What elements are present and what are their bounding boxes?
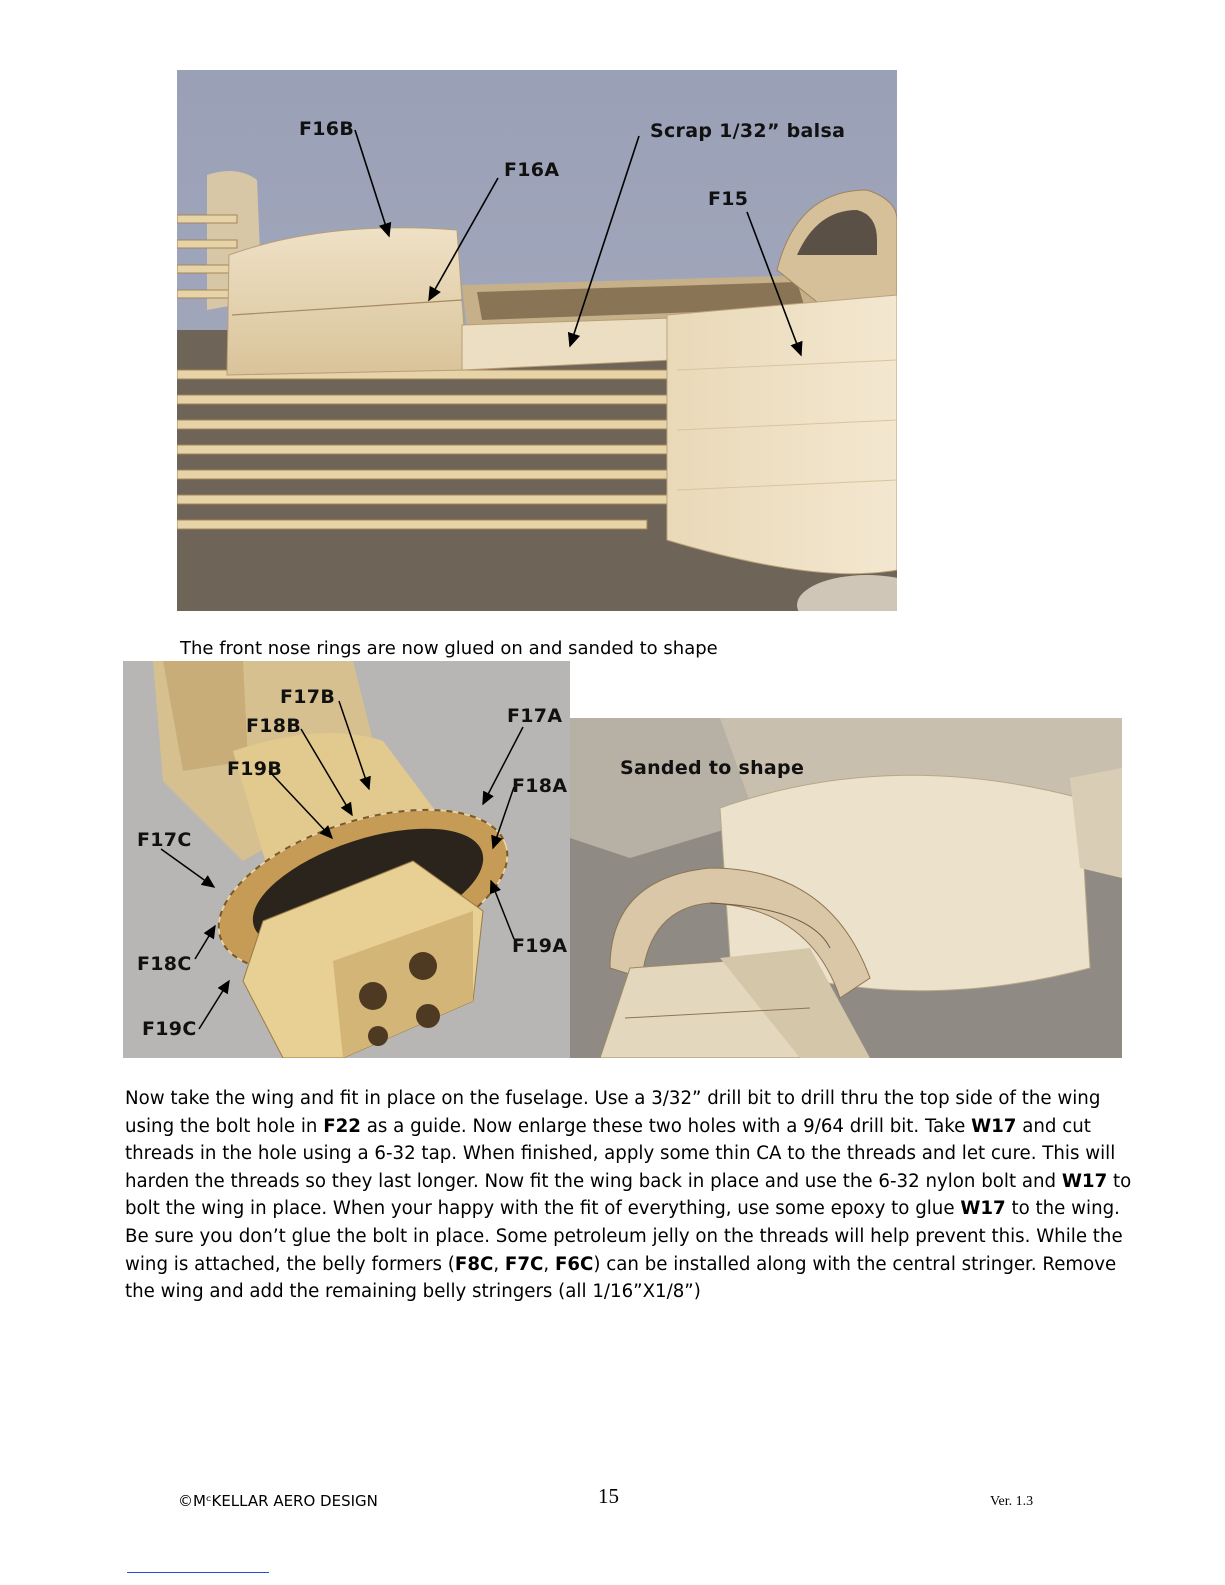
text-run: ,: [543, 1253, 555, 1275]
label-scrap-balsa: Scrap 1/32” balsa: [650, 120, 846, 142]
text-run: as a guide. Now enlarge these two holes with a 9/64 drill bit. Take: [360, 1115, 972, 1137]
text-run: to bolt the wing in place. When your happy with the fit of everything, use some epoxy to glue: [125, 1170, 1132, 1220]
label-f17c: F17C: [137, 829, 192, 851]
label-f18c: F18C: [137, 953, 192, 975]
part-f7c: F7C: [504, 1253, 544, 1275]
label-f17b: F17B: [280, 686, 336, 708]
hyperlink-underline[interactable]: [127, 1572, 269, 1573]
part-f22: F22: [323, 1115, 361, 1137]
label-f16a: F16A: [504, 159, 560, 181]
text-run: Now take the wing and fit in place on the fuselage. Use a 3/32” drill bit to drill thru the top side of the wing using the bolt hole in: [125, 1088, 1101, 1137]
part-w17: W17: [960, 1198, 1006, 1220]
label-f15: F15: [708, 188, 749, 210]
label-f16b: F16B: [299, 118, 355, 140]
footer-copyright: ©MᶜKELLAR AERO DESIGN: [178, 1492, 378, 1510]
sanded-nose-photo: [570, 718, 1122, 1058]
label-f19b: F19B: [227, 758, 283, 780]
part-w17: W17: [1061, 1170, 1108, 1192]
instructions-paragraph: [125, 1085, 1145, 1306]
part-w17: W17: [971, 1115, 1017, 1137]
label-f18a: F18A: [512, 775, 568, 797]
label-f19c: F19C: [142, 1018, 197, 1040]
part-f8c: F8C: [454, 1253, 494, 1275]
label-f18b: F18B: [246, 715, 302, 737]
part-f6c: F6C: [554, 1253, 594, 1275]
label-f17a: F17A: [507, 705, 563, 727]
nose-rings-photo: [123, 661, 570, 1058]
fuselage-photo: [177, 70, 897, 611]
label-f19a: F19A: [512, 935, 568, 957]
text-run: ) can be installed along with the central stringer. Remove the wing and add the remaining belly stringers (all 1/16”X1/8”): [125, 1253, 1117, 1303]
text-run: ,: [493, 1253, 505, 1275]
page-number: 15: [598, 1484, 619, 1508]
text-run: to the wing. Be sure you don’t glue the bolt in place. Some petroleum jelly on the threads will help prevent this. While the wing is attached, the belly formers (: [125, 1198, 1123, 1275]
version-label: Ver. 1.3: [990, 1494, 1034, 1509]
label-sanded-to-shape: Sanded to shape: [620, 757, 805, 779]
photo-caption: The front nose rings are now glued on and sanded to shape: [180, 638, 718, 659]
text-run: and cut threads in the hole using a 6-32 tap. When finished, apply some thin CA to the threads and let cure. This will harden the threads so they last longer. Now fit the wing back in place and use the 6-32 nylon bolt and: [125, 1115, 1116, 1192]
